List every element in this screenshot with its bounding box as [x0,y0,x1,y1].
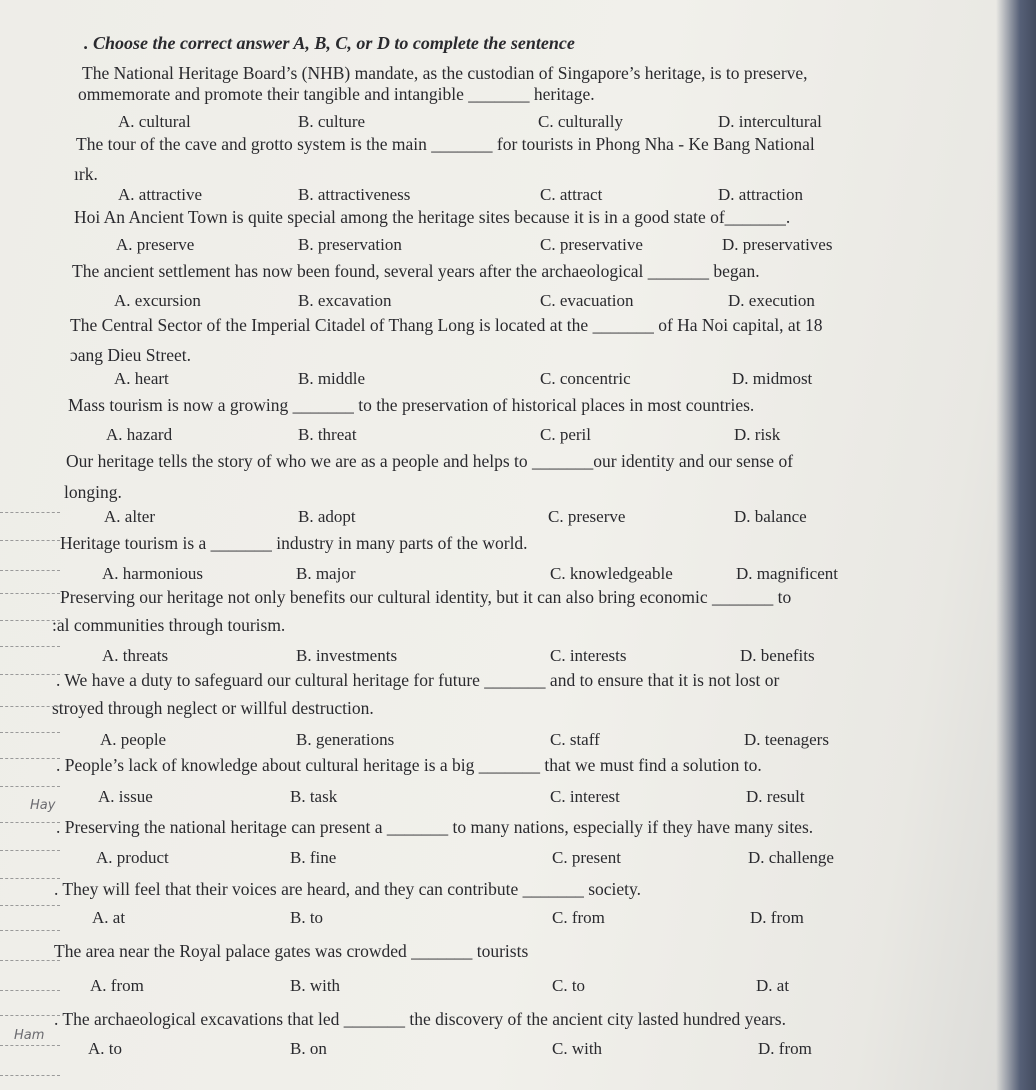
question-text-line: ommemorate and promote their tangible and intangible _______ heritage. [78,84,595,104]
answer-option-a[interactable]: A. from [90,976,144,995]
answer-option-b[interactable]: B. culture [298,112,366,131]
answer-option-c[interactable]: C. attract [540,185,603,204]
answer-option-d[interactable]: D. magnificent [736,564,838,583]
answer-option-d[interactable]: D. result [746,787,805,806]
answer-option-c[interactable]: C. interests [550,646,627,665]
page-edge-shadow [996,0,1036,1090]
answer-option-a[interactable]: A. issue [98,787,153,806]
answer-option-c[interactable]: C. knowledgeable [550,564,673,583]
answer-option-d[interactable]: D. at [756,976,790,995]
answer-option-b[interactable]: B. preservation [298,235,402,254]
answer-option-b[interactable]: B. investments [296,646,398,665]
question-text-line: Preserving our heritage not only benefits our cultural identity, but it can also bring economic _______ to [60,587,792,607]
answer-option-c[interactable]: C. to [552,976,586,995]
question-text-line: . They will feel that their voices are heard, and they can contribute _______ society. [54,879,642,899]
answer-option-d[interactable]: D. balance [734,507,807,526]
margin-dash-line [0,960,60,962]
answer-option-d[interactable]: D. intercultural [718,112,822,131]
answer-option-b[interactable]: B. on [290,1039,327,1058]
answer-option-a[interactable]: A. at [92,908,126,927]
question-text-line: ırk. [74,164,98,184]
margin-dash-line [0,850,60,852]
answer-option-a[interactable]: A. alter [104,507,155,526]
margin-dash-line [0,878,60,880]
question-text-line: The ancient settlement has now been found, several years after the archaeological _______ began. [72,261,760,281]
answer-option-b[interactable]: B. generations [296,730,395,749]
answer-option-b[interactable]: B. threat [298,425,357,444]
question-text-line: . We have a duty to safeguard our cultural heritage for future _______ and to ensure that it is not lost or [56,670,780,690]
answer-option-c[interactable]: C. culturally [538,112,623,131]
margin-dash-line [0,646,60,648]
answer-option-a[interactable]: A. people [100,730,167,749]
answer-option-c[interactable]: C. interest [550,787,620,806]
margin-dash-line [0,758,60,760]
answer-option-a[interactable]: A. excursion [114,291,201,310]
margin-dash-line [0,1015,60,1017]
margin-dash-line [0,674,60,676]
heading-text: Choose the correct answer A, B, C, or D to complete the sentence [93,33,575,53]
margin-dash-line [0,732,60,734]
question-text-line: The National Heritage Board’s (NHB) mandate, as the custodian of Singapore’s heritage, is to preserve, [82,63,808,83]
question-text-line: Mass tourism is now a growing _______ to the preservation of historical places in most countries. [68,395,755,415]
answer-option-b[interactable]: B. major [296,564,356,583]
answer-option-a[interactable]: A. hazard [106,425,173,444]
question-text-line: . People’s lack of knowledge about cultural heritage is a big _______ that we must find a solution to. [56,755,762,775]
margin-dash-line [0,786,60,788]
answer-option-d[interactable]: D. attraction [718,185,803,204]
question-text-line: . The archaeological excavations that led _______ the discovery of the ancient city lasted hundred years. [54,1009,786,1029]
answer-option-b[interactable]: B. excavation [298,291,392,310]
question-text-line: Heritage tourism is a _______ industry in many parts of the world. [60,533,528,553]
margin-dash-line [0,570,60,572]
answer-option-a[interactable]: A. preserve [116,235,195,254]
answer-option-a[interactable]: A. harmonious [102,564,204,583]
question-text-line: ɔang Dieu Street. [70,345,191,365]
answer-option-c[interactable]: C. concentric [540,369,631,388]
question-text-line: Our heritage tells the story of who we are as a people and helps to _______our identity and our sense of [66,451,794,471]
margin-dash-line [0,822,60,824]
answer-option-a[interactable]: A. product [96,848,169,867]
answer-option-c[interactable]: C. staff [550,730,600,749]
margin-dash-line [0,620,60,622]
answer-option-d[interactable]: D. from [750,908,804,927]
question-text-line: The area near the Royal palace gates was crowded _______ tourists [54,941,529,961]
margin-dash-line [0,930,60,932]
answer-option-d[interactable]: D. midmost [732,369,813,388]
answer-option-c[interactable]: C. from [552,908,605,927]
answer-option-a[interactable]: A. heart [114,369,169,388]
question-text-line: The tour of the cave and grotto system is the main _______ for tourists in Phong Nha - Ke Bang National [76,134,815,154]
question-text-line: stroyed through neglect or willful destruction. [52,698,374,718]
margin-dash-line [0,540,60,542]
question-text-line: . Preserving the national heritage can present a _______ to many nations, especially if they have many sites. [56,817,814,837]
answer-option-c[interactable]: C. peril [540,425,591,444]
answer-option-b[interactable]: B. task [290,787,338,806]
answer-option-c[interactable]: C. with [552,1039,603,1058]
question-text-line: :al communities through tourism. [52,615,286,635]
answer-option-b[interactable]: B. attractiveness [298,185,411,204]
answer-option-d[interactable]: D. benefits [740,646,815,665]
answer-option-a[interactable]: A. threats [102,646,169,665]
margin-dash-line [0,990,60,992]
answer-option-b[interactable]: B. fine [290,848,337,867]
answer-option-c[interactable]: C. present [552,848,621,867]
answer-option-c[interactable]: C. preservative [540,235,643,254]
answer-option-d[interactable]: D. preservatives [722,235,833,254]
answer-option-b[interactable]: B. to [290,908,324,927]
answer-option-b[interactable]: B. with [290,976,341,995]
answer-option-c[interactable]: C. preserve [548,507,626,526]
margin-dash-line [0,1075,60,1077]
margin-dash-line [0,1045,60,1047]
answer-option-d[interactable]: D. from [758,1039,812,1058]
question-text-line: Hoi An Ancient Town is quite special among the heritage sites because it is in a good state of_______. [74,207,791,227]
answer-option-a[interactable]: A. cultural [118,112,191,131]
answer-option-d[interactable]: D. teenagers [744,730,829,749]
margin-dash-line [0,706,60,708]
question-text-line: The Central Sector of the Imperial Citadel of Thang Long is located at the _______ of Ha Noi capital, at 18 [70,315,823,335]
answer-option-b[interactable]: B. adopt [298,507,356,526]
answer-option-c[interactable]: C. evacuation [540,291,634,310]
answer-option-b[interactable]: B. middle [298,369,366,388]
answer-option-d[interactable]: D. risk [734,425,781,444]
heading-number: . [84,33,89,53]
margin-note: Hay [30,798,56,813]
margin-dash-line [0,593,60,595]
answer-option-d[interactable]: D. execution [728,291,815,310]
answer-option-a[interactable]: A. attractive [118,185,203,204]
margin-note: Ham [14,1028,45,1043]
answer-option-a[interactable]: A. to [88,1039,122,1058]
answer-option-d[interactable]: D. challenge [748,848,834,867]
margin-dash-line [0,905,60,907]
instruction-heading [84,32,575,54]
question-text-line: longing. [64,482,122,502]
margin-dash-line [0,512,60,514]
